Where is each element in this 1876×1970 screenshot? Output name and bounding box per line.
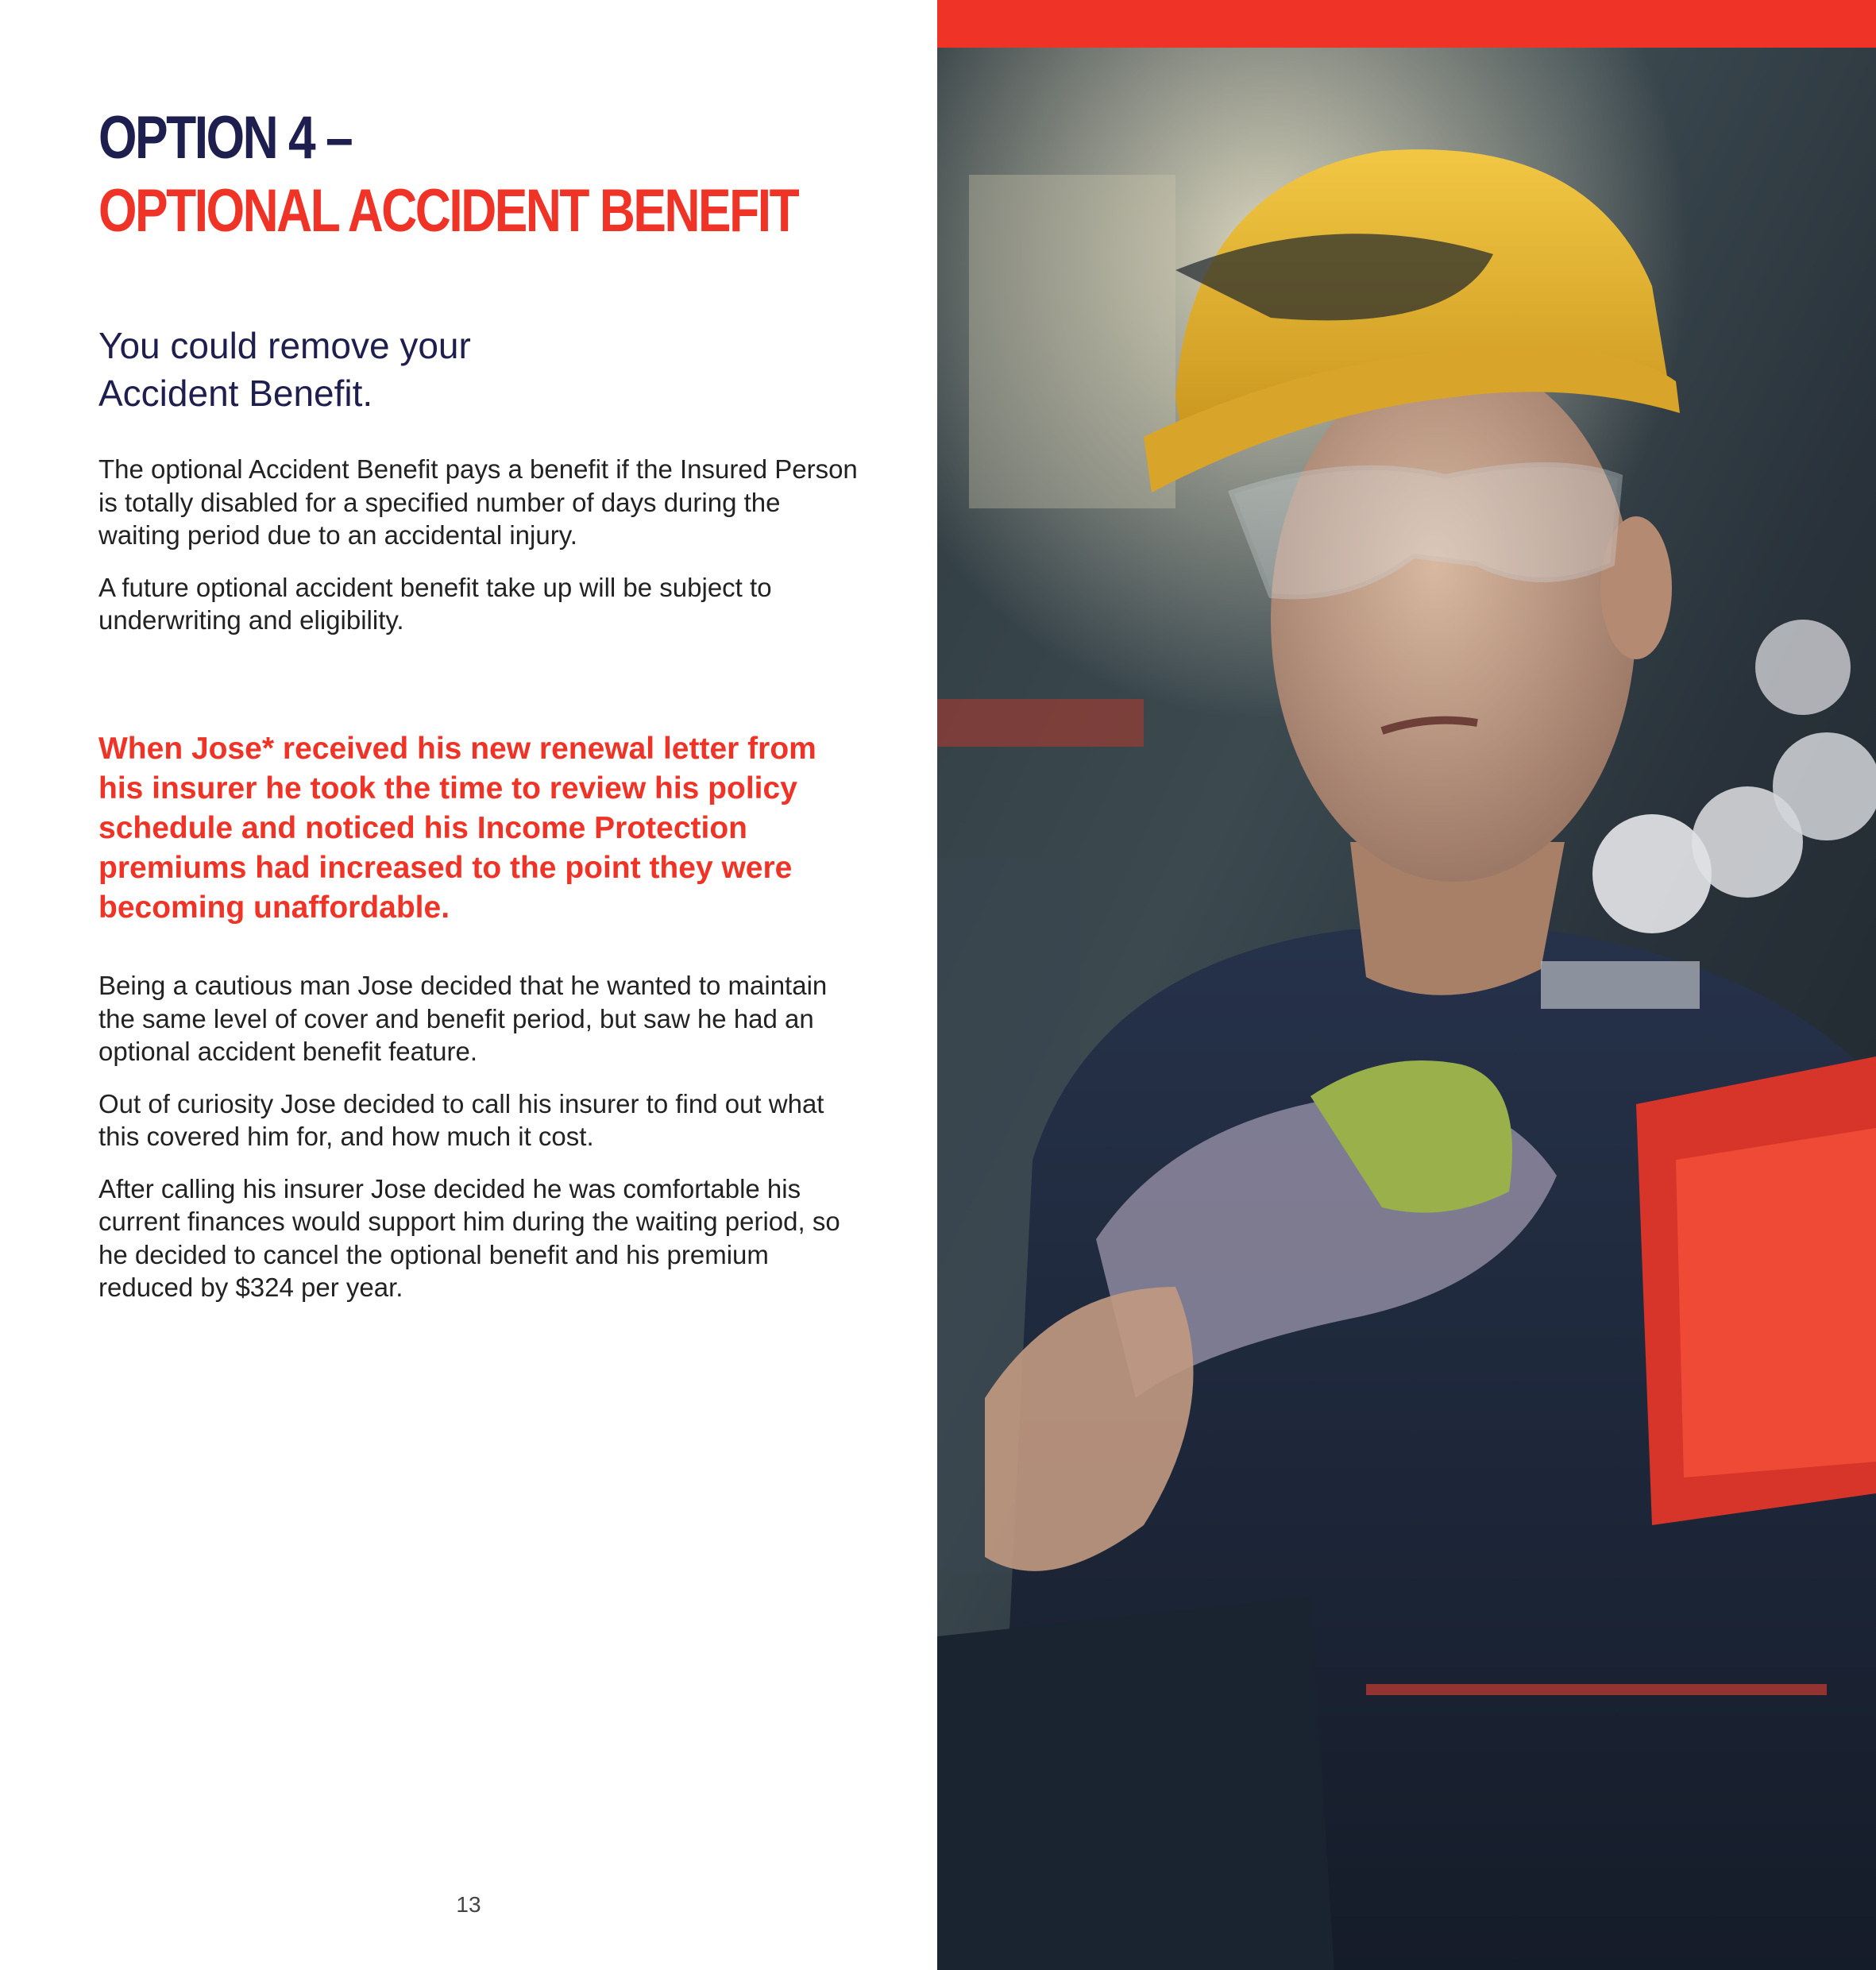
story-paragraph: Being a cautious man Jose decided that he wanted to maintain the same level of cover and benefit period, but saw he had an optional accident benefit feature. (98, 971, 828, 1066)
photo-column (937, 0, 1876, 1970)
pullquote-text: received his new renewal letter from his insurer he took the time to review his policy schedule and noticed his Income Protection premiums had increased to the point they were becoming unaffordable. (98, 732, 816, 925)
page-title (98, 102, 797, 248)
red-accent-bar (937, 0, 1876, 48)
story-paragraph: Out of curiosity Jose decided to call his insurer to find out what this covered him for, and how much it cost. (98, 1088, 824, 1151)
story-paragraph: After calling his insurer Jose decided he was comfortable his current finances would support him during the waiting period, so he decided to cancel the optional benefit and his premium reduced by $324 per year. (98, 1173, 840, 1302)
intro-text (98, 453, 861, 656)
subheading-line-1: You could remove your (98, 325, 471, 366)
intro-paragraph: A future optional accident benefit take up will be subject to underwriting and eligibility. (98, 572, 772, 635)
title-option-number: OPTION 4 – (98, 104, 352, 172)
page-number: 13 (456, 1892, 481, 1917)
title-option-name: OPTIONAL ACCIDENT BENEFIT (98, 177, 798, 245)
subheading (98, 322, 813, 417)
intro-paragraph: The optional Accident Benefit pays a benefit if the Insured Person is totally disabled for a specified number of days during the waiting period due to an accidental injury. (98, 454, 858, 550)
pullquote-name: Jose* (191, 732, 275, 766)
story-text (98, 969, 861, 1323)
text-column (0, 0, 937, 1970)
worker-hard-hat-photo (937, 48, 1876, 1970)
pullquote-prefix: When (98, 732, 191, 766)
subheading-line-2: Accident Benefit. (98, 373, 373, 414)
case-study-pullquote (98, 729, 861, 928)
